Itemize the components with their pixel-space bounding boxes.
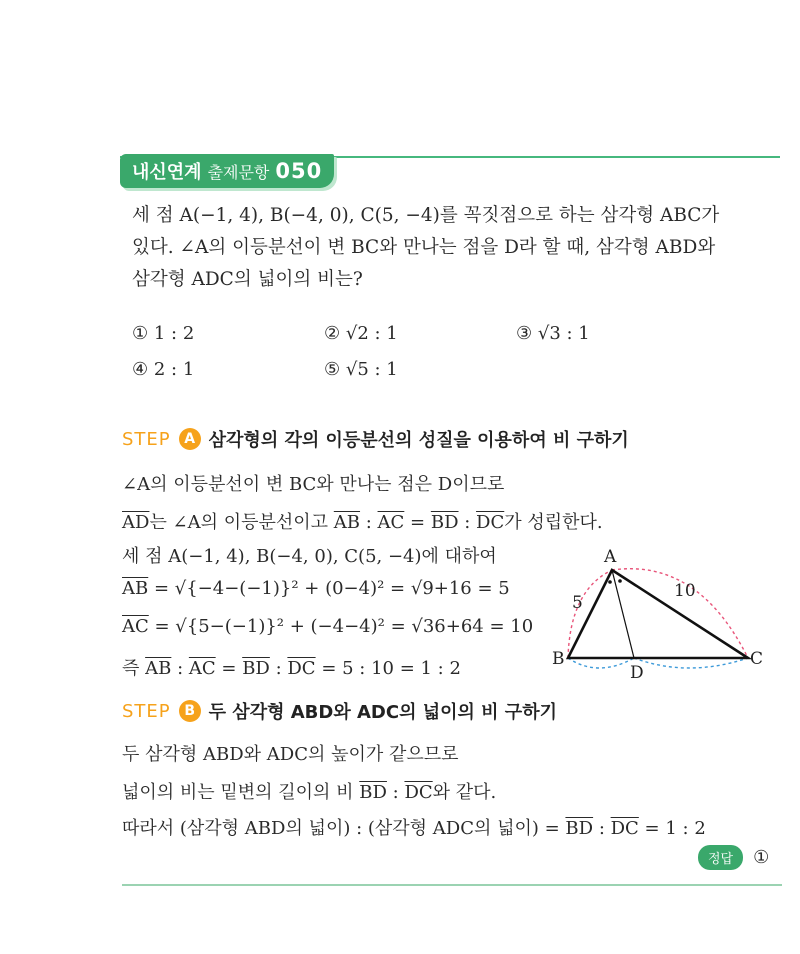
text: : <box>458 512 477 533</box>
step-b-title: 두 삼각형 ABD와 ADC의 넓이의 비 구하기 <box>208 702 557 723</box>
question-line: 세 점 A(−1, 4), B(−4, 0), C(5, −4)를 꼭짓점으로 하는 삼각형 ABC가 <box>132 205 720 226</box>
question-text <box>132 200 762 296</box>
answer-value: ① <box>753 847 770 868</box>
choice-mark: ① <box>132 323 149 344</box>
segment-bd: $\overline{BD}$ <box>430 512 459 533</box>
badge-main: 내신연계 <box>132 162 202 183</box>
text: = 1 : 2 <box>638 818 706 839</box>
text: 따라서 (삼각형 ABD의 넓이) : (삼각형 ADC의 넓이) = <box>122 818 566 839</box>
step-b-line-2 <box>122 778 496 804</box>
segment-dc: $\overline{DC}$ <box>476 512 505 533</box>
step-a-line-6 <box>122 654 461 680</box>
segment-ac: $\overline{AC}$ <box>377 512 405 533</box>
text: = 5 : 10 = 1 : 2 <box>315 658 461 679</box>
segment-bd: $\overline{BD}$ <box>242 658 270 679</box>
text: = <box>215 658 243 679</box>
question-line: 삼각형 ADC의 넓이의 비는? <box>132 269 363 290</box>
step-a-line-3: 세 점 A(−1, 4), B(−4, 0), C(5, −4)에 대하여 <box>122 546 497 567</box>
choice-text: 1 : 2 <box>153 323 195 344</box>
label-ab-length: 5 <box>572 593 583 613</box>
step-a-line-4 <box>122 578 510 599</box>
step-b-badge: B <box>179 700 201 722</box>
segment-ab: $\overline{AB}$ <box>333 512 361 533</box>
choice-mark: ④ <box>132 359 149 380</box>
choice-2[interactable] <box>324 316 398 352</box>
step-b-line-3 <box>122 814 706 840</box>
choice-1[interactable] <box>132 316 194 352</box>
answer-box <box>698 845 769 870</box>
angle-mark <box>608 580 612 584</box>
footer-rule <box>122 884 782 886</box>
step-b-heading <box>122 698 557 724</box>
question-line: 있다. ∠A의 이등분선이 변 BC와 만나는 점을 D라 할 때, 삼각형 ABD와 <box>132 237 716 258</box>
segment-ac: $\overline{AC}$ <box>188 658 216 679</box>
text: 넓이의 비는 밑변의 길이의 비 <box>122 782 360 803</box>
label-c: C <box>750 649 764 669</box>
segment-dc: $\overline{DC}$ <box>404 782 433 803</box>
step-a-heading <box>122 426 629 452</box>
label-b: B <box>552 649 565 669</box>
segment-bd: $\overline{BD}$ <box>359 782 387 803</box>
formula: = √{−4−(−1)}² + (0−4)² = √9+16 = 5 <box>148 578 510 599</box>
text: : <box>360 512 378 533</box>
choice-3[interactable] <box>516 316 590 352</box>
text: 와 같다. <box>432 782 497 803</box>
segment-ad: $\overline{AD}$ <box>122 512 150 533</box>
step-label: STEP <box>122 428 171 450</box>
segment-ab: $\overline{AB}$ <box>145 658 172 679</box>
text: 즉 <box>122 658 146 679</box>
triangle-abc <box>568 570 748 658</box>
step-a-line-1: ∠A의 이등분선이 변 BC와 만나는 점은 D이므로 <box>122 474 505 495</box>
choice-mark: ⑤ <box>324 359 341 380</box>
segment-dc: $\overline{DC}$ <box>287 658 316 679</box>
step-a-title: 삼각형의 각의 이등분선의 성질을 이용하여 비 구하기 <box>208 430 629 451</box>
problem-header <box>120 152 780 188</box>
choice-mark: ③ <box>516 323 533 344</box>
triangle-figure <box>548 540 778 690</box>
choice-text: √3 : 1 <box>537 323 590 344</box>
formula: = √{5−(−1)}² + (−4−4)² = √36+64 = 10 <box>148 616 534 637</box>
text: : <box>269 658 288 679</box>
problem-badge <box>120 154 334 188</box>
text: 가 성립한다. <box>504 512 603 533</box>
choice-text: √5 : 1 <box>345 359 398 380</box>
choice-5[interactable] <box>324 352 398 388</box>
segment-dc: $\overline{DC}$ <box>610 818 639 839</box>
text: : <box>593 818 611 839</box>
label-d: D <box>630 663 644 683</box>
segment-ac: $\overline{AC}$ <box>122 616 149 637</box>
segment-ab: $\overline{AB}$ <box>122 578 149 599</box>
arc-bd <box>568 658 634 668</box>
choice-mark: ② <box>324 323 341 344</box>
text: 는 ∠A의 이등분선이고 <box>149 512 334 533</box>
arc-dc <box>634 658 748 668</box>
label-ac-length: 10 <box>674 581 696 601</box>
choice-text: √2 : 1 <box>345 323 398 344</box>
text: = <box>404 512 431 533</box>
problem-number: 050 <box>275 159 323 183</box>
step-b-line-1: 두 삼각형 ABD와 ADC의 높이가 같으므로 <box>122 744 459 765</box>
answer-label: 정답 <box>698 845 743 870</box>
step-a-line-2 <box>122 508 603 534</box>
segment-bd: $\overline{BD}$ <box>565 818 594 839</box>
text: : <box>171 658 189 679</box>
angle-mark <box>618 579 622 583</box>
step-label: STEP <box>122 700 171 722</box>
badge-sub: 출제문항 <box>207 162 270 182</box>
text: : <box>386 782 405 803</box>
step-a-badge: A <box>179 428 201 450</box>
choice-4[interactable] <box>132 352 194 388</box>
label-a: A <box>604 547 617 567</box>
step-a-line-5 <box>122 616 533 637</box>
choice-text: 2 : 1 <box>153 359 195 380</box>
